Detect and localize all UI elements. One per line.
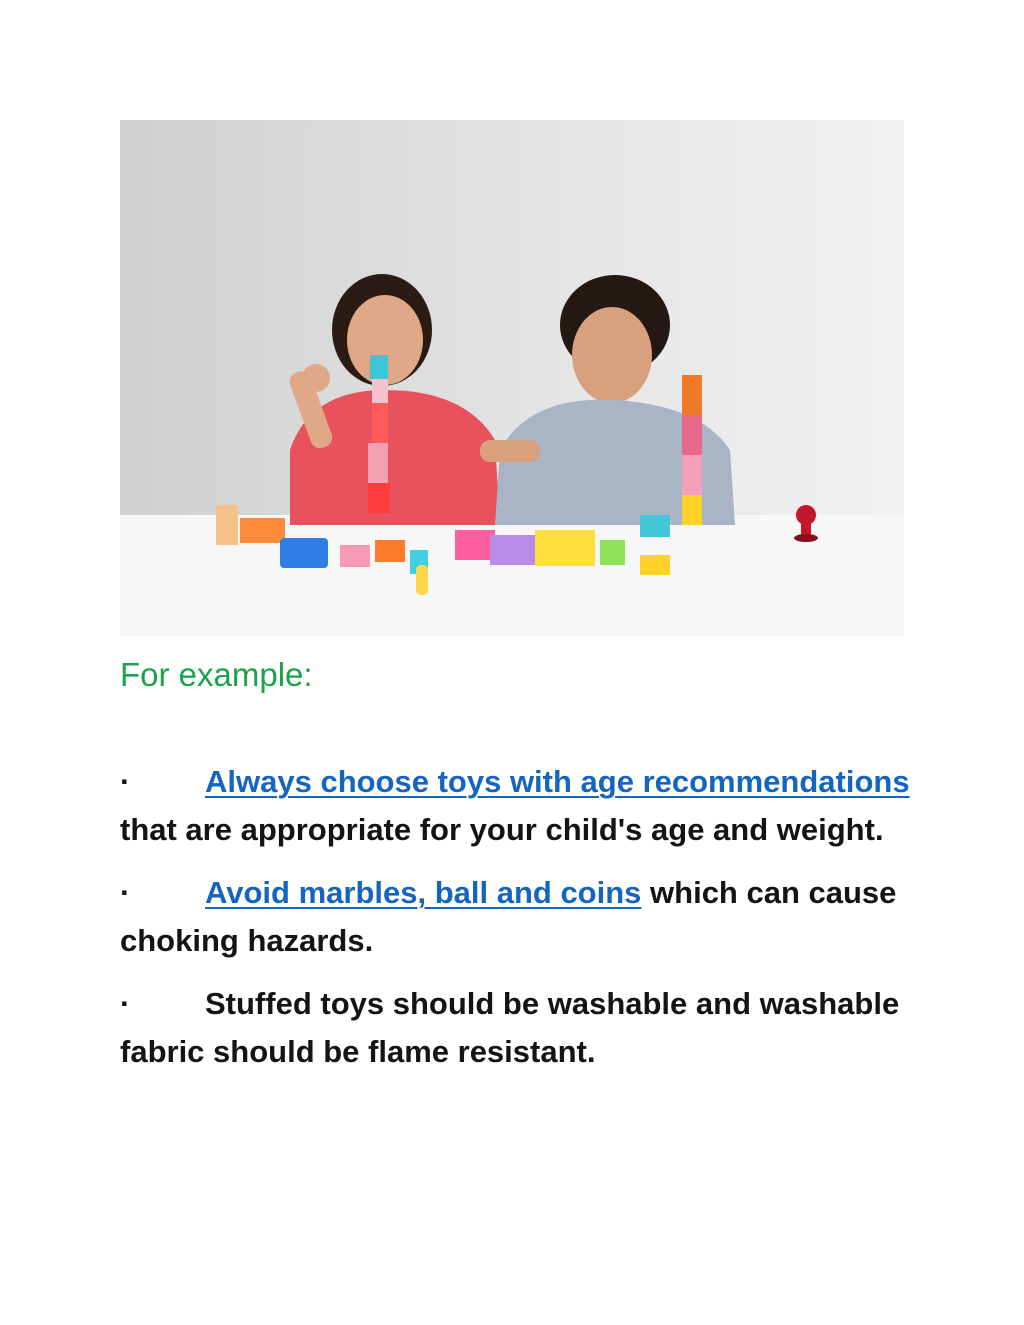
- avoid-marbles-link[interactable]: Avoid marbles, ball and coins: [205, 875, 642, 910]
- section-heading: For example:: [120, 656, 313, 693]
- list-item: [120, 980, 910, 1076]
- list-item-text: Stuffed toys should be washable and washable fabric should be flame resistant.: [120, 986, 900, 1069]
- list-item-text: that are appropriate for your child's age and weight.: [120, 812, 884, 847]
- tips-list: [120, 758, 910, 1091]
- bullet-glyph: ·: [120, 986, 131, 1021]
- bullet-glyph: ·: [120, 764, 131, 799]
- list-item: [120, 869, 910, 965]
- list-item: [120, 758, 910, 854]
- kids-playing-with-toys-photo: [120, 120, 904, 636]
- bullet-glyph: ·: [120, 875, 131, 910]
- list-item-text: which can cause choking hazards.: [120, 875, 897, 958]
- age-recommendations-link[interactable]: Always choose toys with age recommendations: [205, 764, 910, 799]
